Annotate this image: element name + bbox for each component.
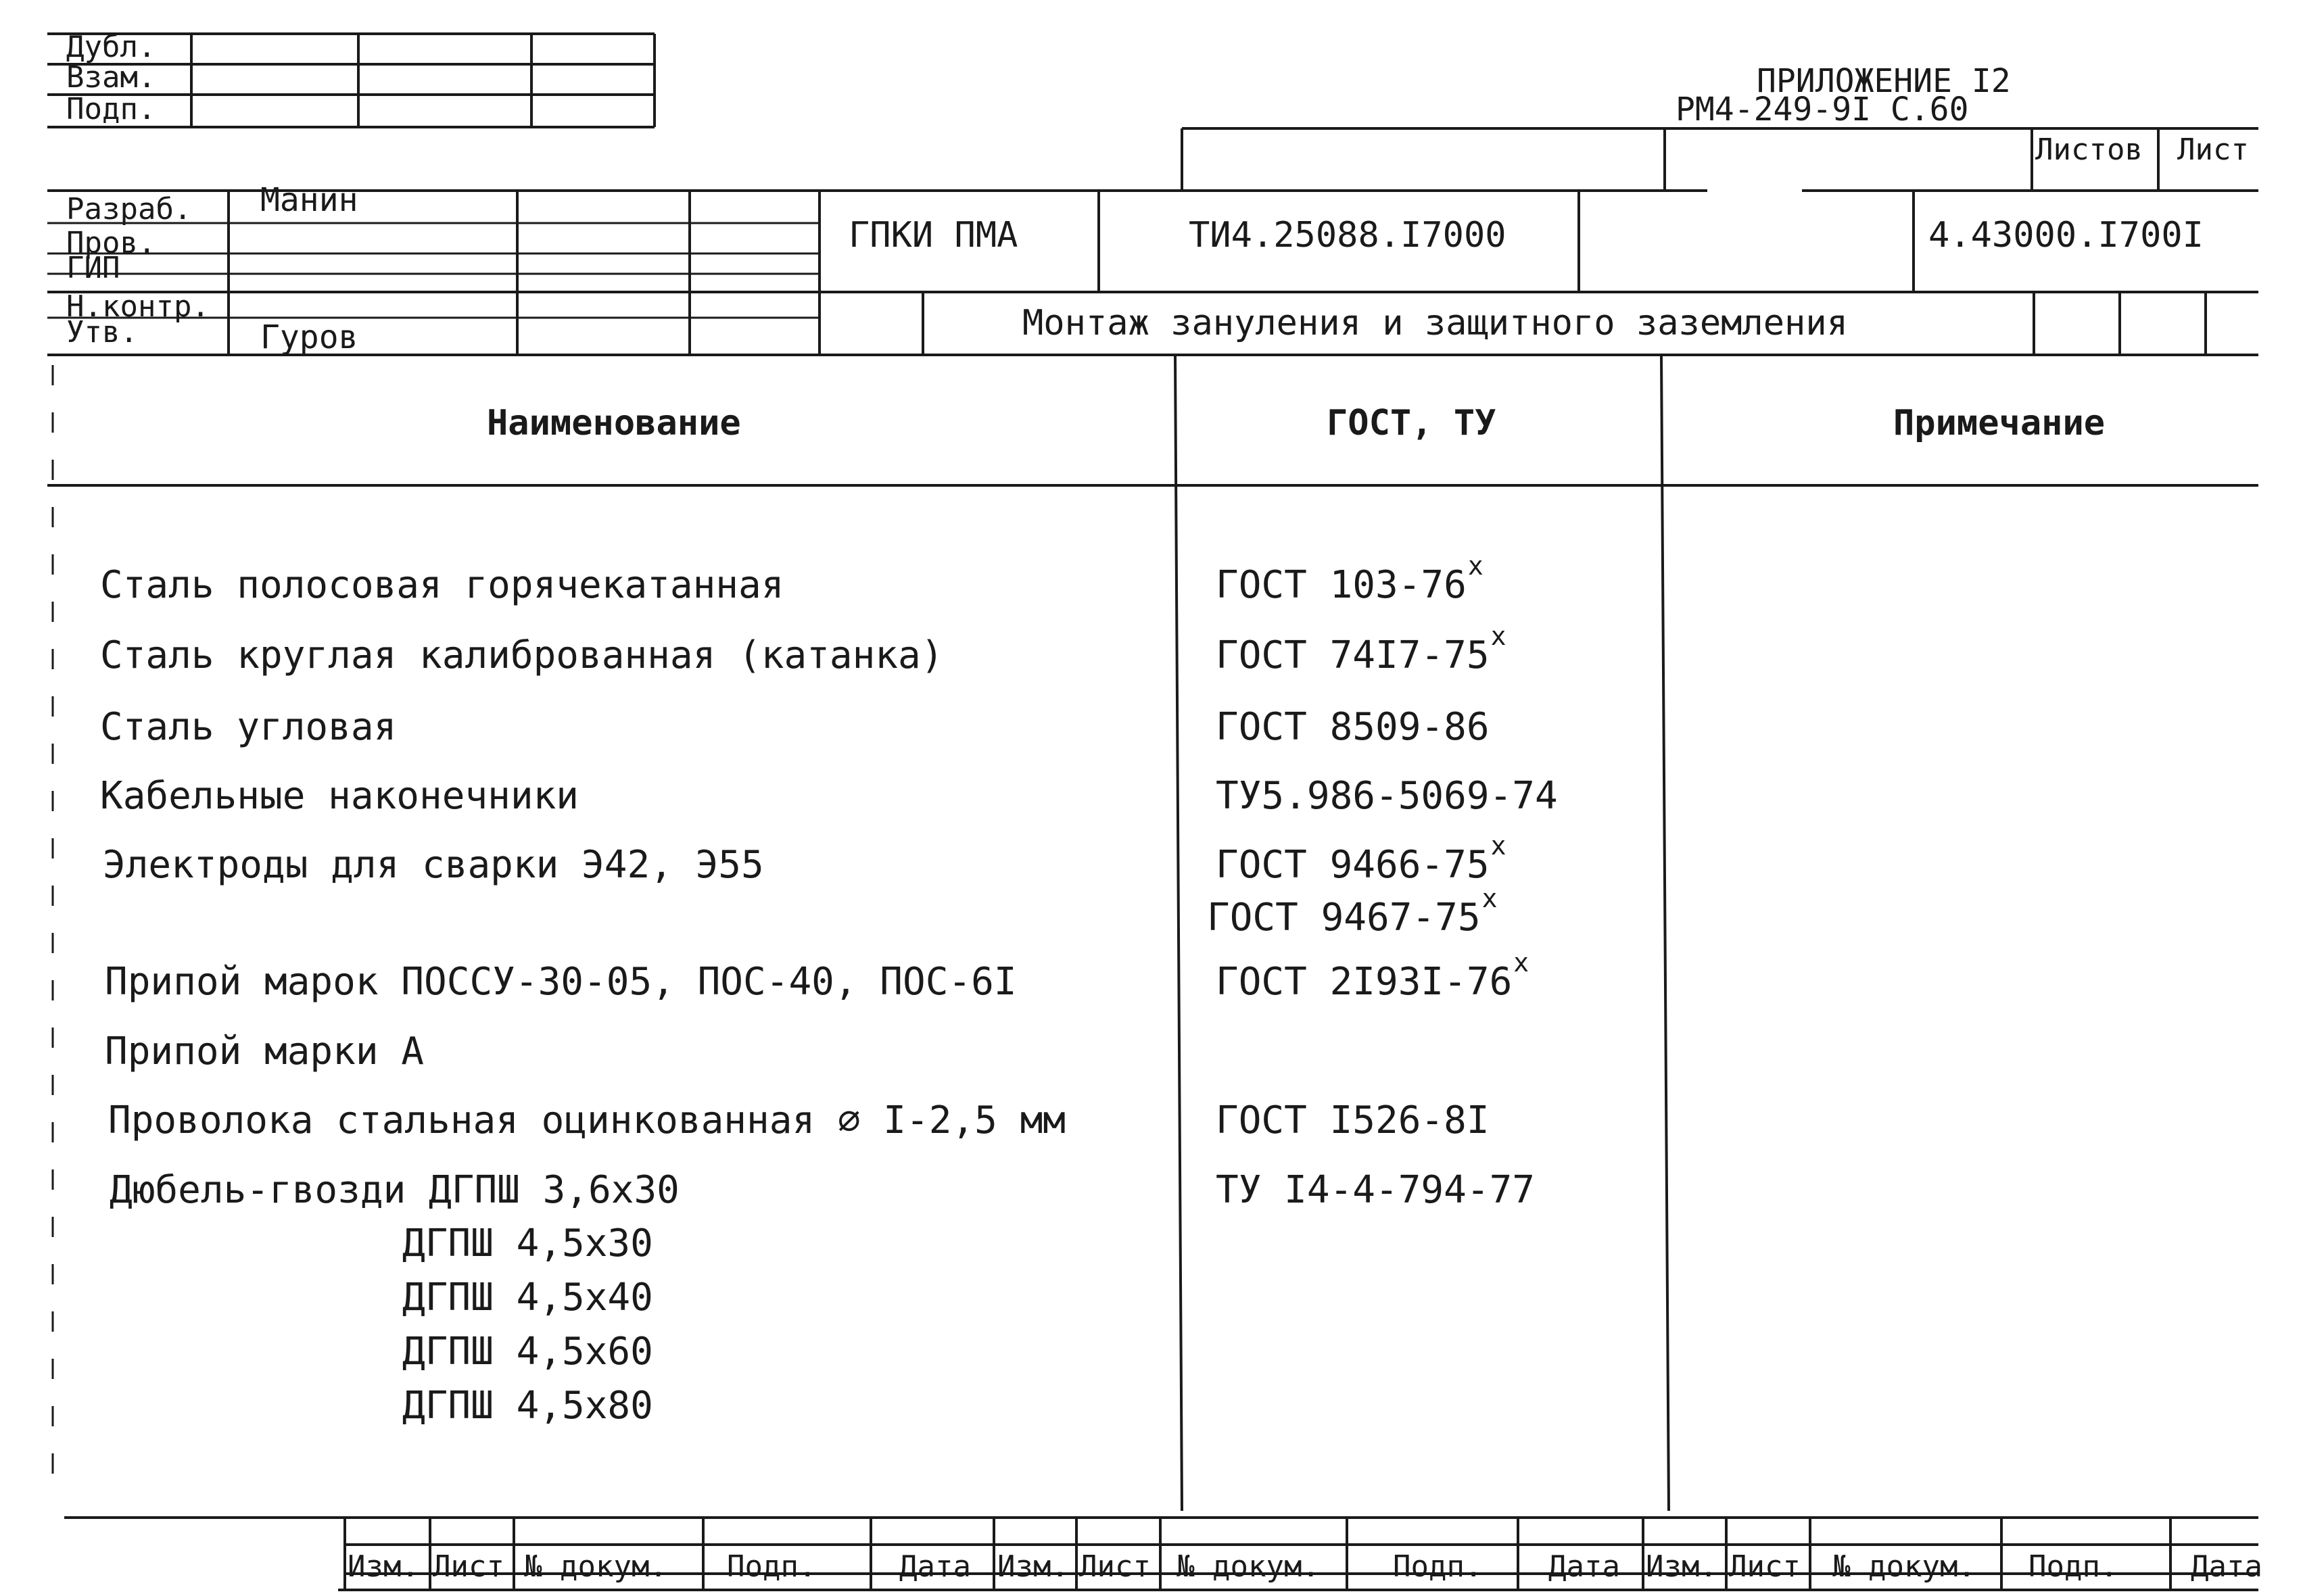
material-standard: ГОСТ $103-76^х$ <box>1216 551 1483 607</box>
material-name: ДГПШ 4,5х80 <box>402 1384 653 1428</box>
material-name: Сталь круглая калиброванная (катанка) <box>100 633 944 677</box>
role-approver: Утв. <box>66 315 138 349</box>
footer-label-signature: Подп. <box>1393 1549 1483 1584</box>
role-developer: Разраб. <box>66 192 192 226</box>
footer-label-doc-number: № докум. <box>1832 1549 1976 1584</box>
material-name: ДГПШ 4,5х40 <box>402 1276 653 1320</box>
material-name: Электроды для сварки Э42, Э55 <box>103 843 764 887</box>
footer-label-signature: Подп. <box>727 1549 817 1584</box>
project-code: ТИ4.25088.I7000 <box>1189 215 1506 256</box>
sheet-label: Лист <box>2177 132 2249 167</box>
footer-label-izm: Изм. <box>997 1549 1069 1584</box>
stamp-label-vzam: Взам. <box>66 60 156 95</box>
material-name: ДГПШ 4,5х60 <box>402 1330 653 1374</box>
role-chief-engineer: ГИП <box>66 251 120 285</box>
material-standard: ГОСТ $9467-75^х$ <box>1207 884 1498 940</box>
document-code: 4.43000.I700I <box>1928 215 2204 256</box>
organization-name: ГПКИ ПМА <box>849 215 1018 256</box>
material-standard: ГОСТ I526-8I <box>1216 1098 1490 1142</box>
stamp-label-podp: Подп. <box>66 92 156 126</box>
sheets-count-label: Листов <box>2035 132 2143 167</box>
material-standard: ГОСТ $9466-75^х$ <box>1216 831 1506 887</box>
material-standard: ТУ I4-4-794-77 <box>1216 1168 1536 1212</box>
material-name: Дюбель-гвозди ДГПШ 3,6х30 <box>110 1168 680 1212</box>
material-name: Сталь угловая <box>100 705 397 749</box>
approver-name: Гуров <box>260 318 358 356</box>
material-name: Проволока стальная оцинкованная ∅ I-2,5 мм <box>108 1098 1066 1142</box>
document-title: Монтаж зануления и защитного заземления <box>1022 303 1848 343</box>
material-standard: ГОСТ 8509-86 <box>1216 705 1490 749</box>
material-name: ДГПШ 4,5х30 <box>402 1222 653 1265</box>
role-norm-control: Н.контр. <box>66 289 210 324</box>
material-name: Припой марки А <box>105 1030 425 1073</box>
footer-label-list: Лист <box>433 1549 504 1584</box>
column-header-name: Наименование <box>487 403 741 443</box>
footer-label-izm: Изм. <box>348 1549 419 1584</box>
appendix-label: ПРИЛОЖЕНИЕ I2 <box>1757 62 2011 100</box>
footer-label-doc-number: № докум. <box>1177 1549 1320 1584</box>
column-header-standard: ГОСТ, ТУ <box>1327 403 1496 443</box>
stamp-label-dubl: Дубл. <box>66 30 156 64</box>
material-name: Припой марок ПОССУ-30-05, ПОС-40, ПОС-6I <box>105 960 1017 1004</box>
footer-label-signature: Подп. <box>2028 1549 2118 1584</box>
column-header-note: Примечание <box>1893 403 2106 443</box>
document-reference: РМ4-249-9I С.60 <box>1676 91 1969 128</box>
footer-label-date: Дата <box>1548 1549 1620 1584</box>
footer-label-doc-number: № докум. <box>524 1549 667 1584</box>
material-standard: ГОСТ $2I93I-76^х$ <box>1216 948 1529 1004</box>
footer-label-list: Лист <box>1079 1549 1151 1584</box>
material-name: Кабельные наконечники <box>100 774 579 818</box>
footer-label-date: Дата <box>2191 1549 2262 1584</box>
material-standard: ТУ5.986-5069-74 <box>1216 774 1558 818</box>
footer-label-izm: Изм. <box>1646 1549 1717 1584</box>
material-standard: ГОСТ $74I7-75^х$ <box>1216 621 1506 677</box>
footer-label-list: Лист <box>1729 1549 1801 1584</box>
footer-label-date: Дата <box>899 1549 971 1584</box>
developer-name: Манин <box>260 181 358 219</box>
material-name: Сталь полосовая горячекатанная <box>100 563 784 607</box>
role-checker: Пров. <box>66 226 156 260</box>
